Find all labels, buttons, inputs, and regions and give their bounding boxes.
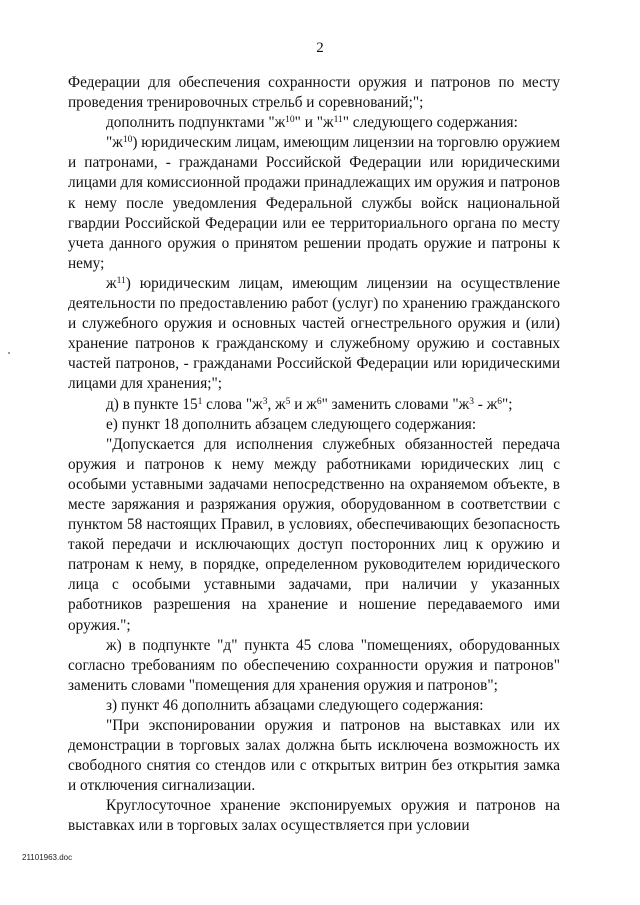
superscript: 10 bbox=[122, 135, 133, 146]
document-filename: 21101963.doc bbox=[22, 853, 73, 862]
text-run: дополнить подпунктами "ж bbox=[106, 114, 286, 132]
paragraph-text: "Допускается для исполнения служебных обязанностей передача оружия и патронов к нему между работниками юридических лиц с особыми уставными задачами непосредственно на охраняемом объекте, в месте заряжания и разряжания оружия, оборудованном в соответствии с пунктом 58 настоящих Правил, в условиях, обеспечивающих безопасность такой передачи и исключающих доступ посторонних лиц к оружию и патронам к нему, в порядке, определенном руководителем юридического лица с особыми уставными задачами, при наличии у указанных работников разрешения на хранение и ношение передаваемого ими оружия."; bbox=[68, 435, 560, 634]
superscript: 3 bbox=[262, 396, 268, 407]
superscript: 6 bbox=[316, 396, 322, 407]
paragraph-quote-transfer bbox=[68, 435, 560, 636]
text-run: "ж bbox=[106, 134, 123, 152]
text-run: - ж bbox=[473, 395, 498, 413]
paragraph-subitem-zh11 bbox=[68, 274, 560, 395]
paragraph-item-e bbox=[68, 415, 560, 435]
paragraph-add-subitems bbox=[68, 113, 560, 133]
text-run: " и "ж bbox=[294, 114, 334, 132]
page-number: 2 bbox=[316, 40, 324, 56]
paragraph-item-zh bbox=[68, 636, 560, 696]
paragraph-text: Круглосуточное хранение экспонируемых оружия и патронов на выставках или в торговых залах осуществляется при условии bbox=[68, 797, 560, 835]
paragraph-storage bbox=[68, 796, 560, 836]
superscript: 5 bbox=[285, 396, 291, 407]
paragraph-text: ж) в подпункте "д" пункта 45 слова "помещениях, оборудованных согласно требованиям по обеспечению сохранности оружия и патронов" заменить словами "помещения для хранения оружия и патронов"; bbox=[68, 636, 560, 694]
superscript: 3 bbox=[469, 396, 474, 407]
paragraph-quote-exhibition bbox=[68, 716, 560, 796]
text-run: и ж bbox=[290, 395, 317, 413]
text-run: , ж bbox=[267, 395, 286, 413]
superscript: 1 bbox=[197, 396, 203, 407]
text-run: слова "ж bbox=[202, 395, 263, 413]
text-run: ) юридическим лицам, имеющим лицензии на осуществление деятельности по предоставлению работ (услуг) по хранению гражданского и служебного оружия и основных частей огнестрельного оружия и (или) хранение патронов к гражданскому и служебному оружию и составных частей патронов, - гражданами Российской Федерации или юридическими лицами для хранения;"; bbox=[68, 274, 560, 393]
paragraph-item-d bbox=[68, 395, 560, 415]
superscript: 11 bbox=[116, 275, 126, 286]
text-run: "; bbox=[502, 395, 513, 413]
paragraph-text: "При экспонировании оружия и патронов на выставках или их демонстрации в торговых залах должна быть исключена возможность их свободного снятия со стендов или с открытых витрин без открытия замка и отключения сигнализации. bbox=[68, 717, 560, 795]
text-run: ) юридическим лицам, имеющим лицензии на торговлю оружием и патронами, - гражданами Российской Федерации или юридическими лицами для комиссионной продажи принадлежащих им оружия и патронов к нему после уведомления Федеральной службы войск национальной гвардии Российской Федерации или ее территориального органа по месту учета данного оружия о принятом решении продать оружие и патроны к нему; bbox=[68, 134, 560, 272]
paragraph-continuation bbox=[68, 73, 560, 113]
paragraph-subitem-zh10 bbox=[68, 133, 560, 274]
text-run: д) в пункте 15 bbox=[106, 395, 198, 413]
document-body bbox=[68, 73, 560, 837]
superscript: 11 bbox=[333, 115, 343, 126]
text-run: ж bbox=[106, 274, 117, 292]
paragraph-item-z bbox=[68, 696, 560, 716]
paragraph-text: Федерации для обеспечения сохранности оружия и патронов по месту проведения тренировочных стрельб и соревнований;"; bbox=[68, 74, 560, 112]
superscript: 6 bbox=[497, 396, 503, 407]
margin-mark bbox=[8, 352, 10, 354]
paragraph-text: е) пункт 18 дополнить абзацем следующего содержания: bbox=[106, 415, 477, 433]
paragraph-text: з) пункт 46 дополнить абзацами следующего содержания: bbox=[106, 696, 484, 714]
text-run: " заменить словами "ж bbox=[321, 395, 470, 413]
superscript: 10 bbox=[285, 115, 295, 126]
text-run: " следующего содержания: bbox=[342, 114, 518, 132]
